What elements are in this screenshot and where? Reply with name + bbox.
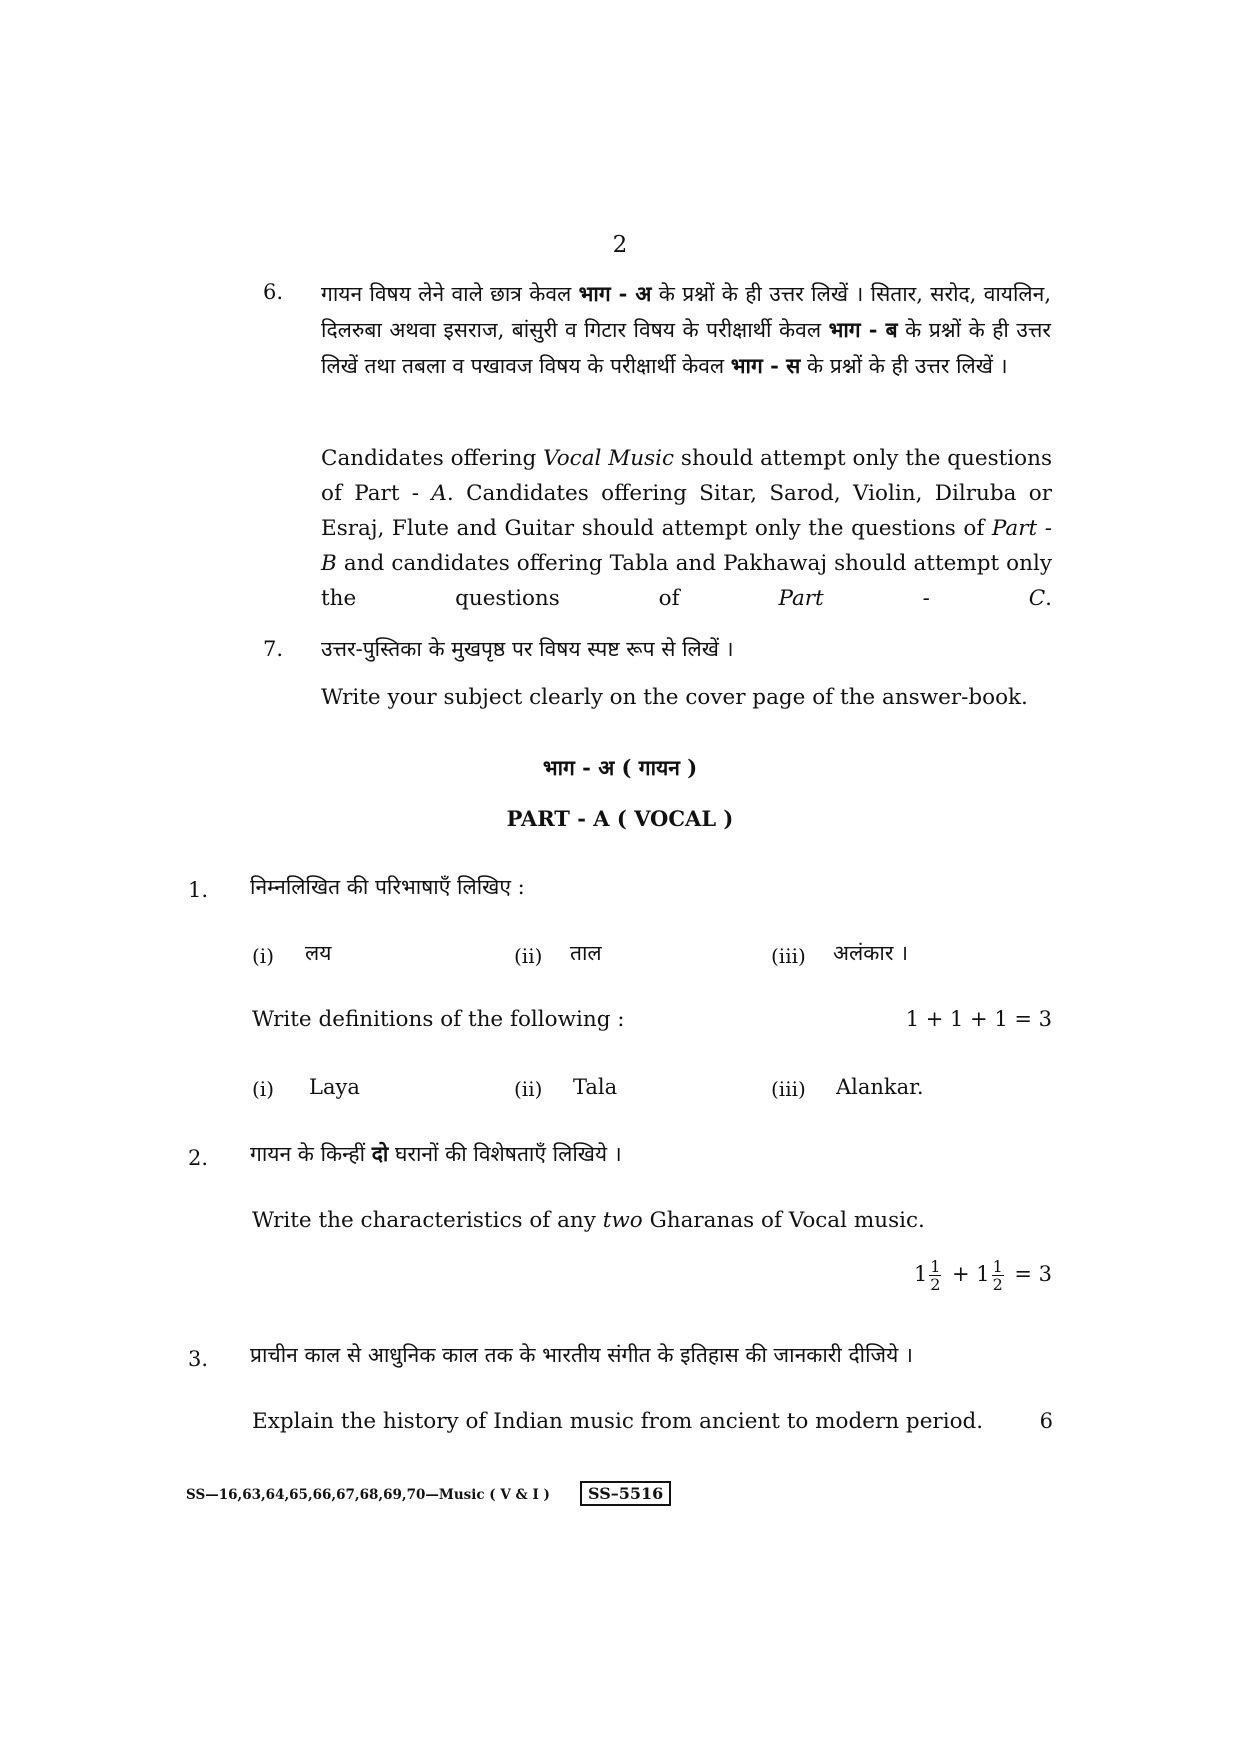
text-segment: Write the characteristics of any: [252, 1208, 603, 1233]
question-number: 2.: [188, 1146, 209, 1170]
option-text: अलंकार ।: [833, 941, 909, 965]
question-2-hindi: [250, 1140, 622, 1168]
instruction-number: 6.: [263, 280, 284, 304]
marks-whole: 1: [913, 1262, 928, 1286]
text-segment: and candidates offering Tabla and Pakhawaj should attempt only the questions of: [321, 551, 1052, 611]
instruction-number: 7.: [263, 637, 284, 661]
italic-segment: Part - C: [778, 586, 1046, 611]
italic-segment: Part - B: [321, 516, 1052, 576]
question-3-english: Explain the history of Indian music from ancient to modern period.: [252, 1409, 984, 1434]
fraction-numerator: 1: [930, 1257, 941, 1276]
italic-segment: A: [431, 481, 447, 506]
question-2-english: [252, 1208, 925, 1233]
option-label: (ii): [514, 1077, 543, 1101]
instruction-7-english: Write your subject clearly on the cover page of the answer-book.: [321, 685, 1028, 710]
instruction-6-english: [321, 441, 1052, 616]
italic-segment: two: [602, 1208, 643, 1233]
text-segment: Candidates offering: [321, 446, 544, 471]
fraction-numerator: 1: [992, 1257, 1003, 1276]
part-heading-english: PART - A ( VOCAL ): [506, 806, 734, 831]
footer-paper-code: SS—16,63,64,65,66,67,68,69,70—Music ( V & I ): [186, 1487, 550, 1503]
option-text: लय: [305, 941, 332, 965]
option-text: Tala: [573, 1075, 618, 1099]
text-segment: घरानों की विशेषताएँ लिखिये ।: [388, 1142, 622, 1166]
fraction-denominator: 2: [992, 1275, 1003, 1294]
question-number: 3.: [188, 1347, 209, 1371]
text-segment: Gharanas of Vocal music.: [642, 1208, 925, 1233]
question-3-marks: 6: [1039, 1409, 1053, 1433]
option-label: (iii): [771, 944, 806, 968]
text-segment: गायन के किन्हीं: [250, 1142, 372, 1166]
fraction-denominator: 2: [930, 1275, 941, 1294]
bold-segment: भाग - अ: [578, 281, 652, 306]
text-segment: should attempt only the questions of Part -: [321, 446, 1052, 506]
question-3-hindi: प्राचीन काल से आधुनिक काल तक के भारतीय संगीत के इतिहास की जानकारी दीजिये ।: [250, 1343, 913, 1367]
marks-fraction: [992, 1258, 1004, 1293]
option-text: ताल: [570, 941, 602, 965]
text-segment: गायन विषय लेने वाले छात्र केवल: [321, 282, 579, 306]
question-1-english: Write definitions of the following :: [252, 1007, 625, 1032]
question-1-marks: 1 + 1 + 1 = 3: [905, 1007, 1052, 1031]
question-number: 1.: [188, 878, 209, 902]
option-label: (ii): [514, 944, 543, 968]
text-segment: . Candidates offering Sitar, Sarod, Violin, Dilruba or Esraj, Flute and Guitar should attempt only the questions of: [321, 481, 1052, 541]
option-text: Alankar.: [836, 1075, 924, 1099]
italic-segment: Vocal Music: [543, 446, 675, 471]
part-heading-hindi: भाग - अ ( गायन ): [542, 755, 698, 780]
bold-segment: भाग - ब: [828, 317, 898, 342]
page-number: 2: [612, 232, 628, 258]
instruction-7-hindi: उत्तर-पुस्तिका के मुखपृष्ठ पर विषय स्पष्ट रूप से लिखें ।: [321, 637, 734, 661]
instruction-6-hindi: [321, 276, 1051, 384]
text-segment: के प्रश्नों के ही उत्तर लिखें तथा तबला व पखावज विषय के परीक्षार्थी केवल: [321, 318, 1051, 378]
text-segment: के प्रश्नों के ही उत्तर लिखें ।: [800, 354, 1008, 378]
text-segment: के प्रश्नों के ही उत्तर लिखें । सितार, सरोद, वायलिन, दिलरुबा अथवा इसराज, बांसुरी व गिटार विषय के परीक्षार्थी केवल: [321, 282, 1051, 342]
option-label: (iii): [771, 1077, 806, 1101]
marks-total: = 3: [1014, 1262, 1052, 1286]
option-text: Laya: [309, 1075, 360, 1099]
marks-whole: 1: [976, 1262, 990, 1286]
bold-segment: दो: [371, 1141, 389, 1166]
question-1-hindi: निम्नलिखित की परिभाषाएँ लिखिए :: [250, 875, 525, 899]
question-2-marks: [914, 1258, 1052, 1293]
footer-booklet-code: SS–5516: [580, 1481, 671, 1506]
bold-segment: भाग - स: [730, 353, 801, 378]
marks-fraction: [929, 1258, 941, 1293]
text-segment: .: [1045, 586, 1052, 611]
marks-plus: +: [952, 1262, 970, 1286]
option-label: (i): [252, 1077, 275, 1101]
option-label: (i): [252, 944, 275, 968]
